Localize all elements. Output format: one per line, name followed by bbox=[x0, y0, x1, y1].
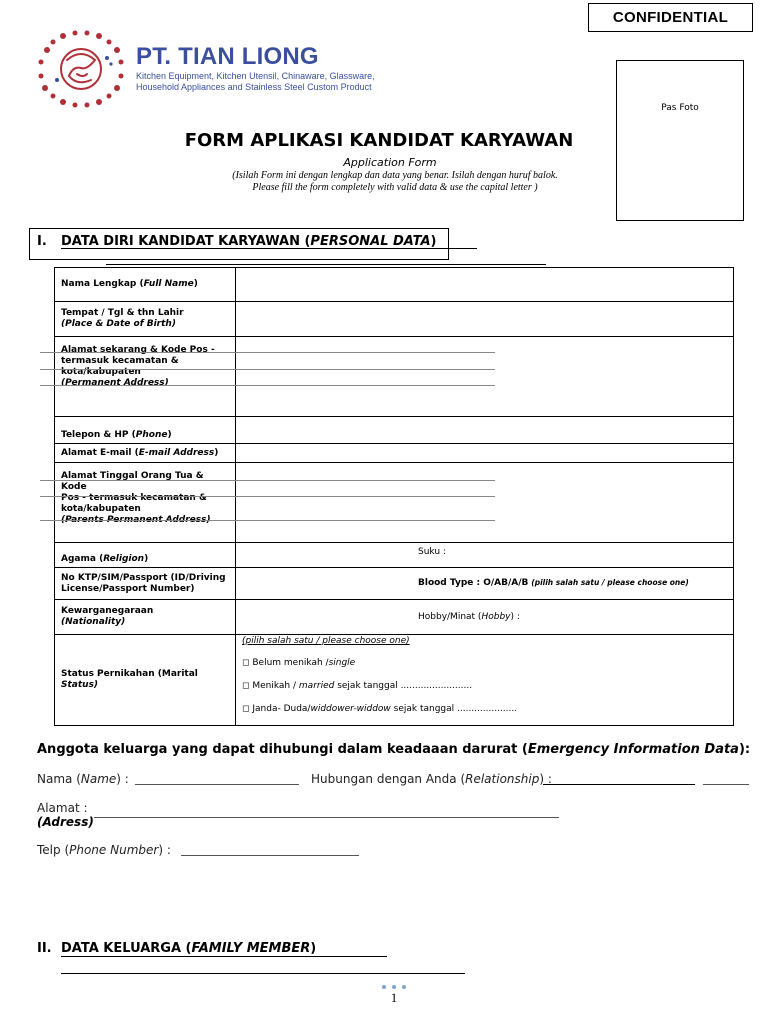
phone-label-en: Phone bbox=[135, 430, 168, 440]
page-number: 1 bbox=[390, 990, 398, 1005]
parents-label-line-1: Alamat Tinggal Orang Tua & Kode bbox=[61, 471, 204, 492]
table-row bbox=[55, 568, 734, 600]
religion-label-text: Agama ( bbox=[61, 554, 104, 564]
parents-guide-line bbox=[40, 520, 495, 521]
parents-address-label bbox=[55, 463, 236, 543]
birth-label bbox=[55, 302, 236, 337]
emergency-name-label-text: Nama ( bbox=[37, 772, 81, 786]
table-row bbox=[55, 302, 734, 337]
table-row bbox=[55, 635, 734, 726]
address-label-line-1: Alamat sekarang & Kode Pos - bbox=[61, 345, 215, 355]
emergency-address-field[interactable] bbox=[94, 817, 559, 818]
form-subtitle: Application Form bbox=[343, 156, 437, 169]
blood-type-field[interactable] bbox=[236, 568, 734, 600]
ethnic-field[interactable] bbox=[236, 543, 734, 568]
section-2-title-end: ) bbox=[310, 941, 317, 956]
checkbox-icon[interactable]: ◻ bbox=[242, 681, 250, 691]
full-name-label-text: Nama Lengkap ( bbox=[61, 279, 144, 289]
nationality-label bbox=[55, 600, 236, 635]
birth-field[interactable] bbox=[236, 302, 734, 337]
phone-label-end: ) bbox=[167, 430, 172, 440]
marital-label-line-1: Status Pernikahan (Marital bbox=[61, 669, 198, 679]
phone-label bbox=[55, 417, 236, 444]
hobby-field[interactable] bbox=[236, 600, 734, 635]
marital-option-married[interactable] bbox=[242, 681, 727, 692]
hobby-label-text: Hobby/Minat ( bbox=[418, 611, 482, 622]
emergency-heading-text: Anggota keluarga yang dapat dihubungi dalam keadaaan darurat ( bbox=[37, 742, 528, 757]
religion-label bbox=[55, 543, 236, 568]
company-name: PT. TIAN LIONG bbox=[136, 43, 319, 70]
full-name-label-end: ) bbox=[193, 279, 198, 289]
marital-status-options bbox=[236, 635, 734, 726]
parents-guide-line bbox=[40, 496, 495, 497]
email-label-en: E-mail Address bbox=[138, 447, 215, 458]
address-label-line-4: (Permanent Address) bbox=[61, 378, 169, 388]
full-name-label-en: Full Name bbox=[143, 279, 194, 289]
ethnic-label: Suku : bbox=[418, 547, 446, 557]
company-tagline-line-2: Household Appliances and Stainless Steel Custom Product bbox=[136, 82, 372, 92]
emergency-name-label-end: ) : bbox=[116, 772, 129, 786]
parents-label-line-4: (Parents Permanent Address) bbox=[61, 515, 211, 525]
marital-option-married-en: married bbox=[298, 681, 335, 691]
table-row bbox=[55, 600, 734, 635]
birth-label-line-1: Tempat / Tgl & thn Lahir bbox=[61, 308, 184, 318]
hobby-label-en: Hobby bbox=[481, 611, 511, 622]
emergency-phone-label-text: Telp ( bbox=[37, 843, 70, 857]
nationality-label-line-1: Kewarganegaraan bbox=[61, 606, 154, 616]
section-2-title-en: FAMILY MEMBER bbox=[191, 941, 311, 956]
id-number-label-line-1: No KTP/SIM/Passport (ID/Driving bbox=[61, 572, 226, 583]
emergency-phone-field[interactable] bbox=[181, 855, 359, 856]
nationality-label-line-2: (Nationality) bbox=[61, 617, 126, 627]
parents-label-line-3: kota/kabupaten bbox=[61, 504, 141, 514]
emergency-name-field[interactable] bbox=[135, 784, 299, 785]
table-row bbox=[55, 417, 734, 444]
marital-option-widowed-en: widdower-widdow bbox=[310, 704, 391, 714]
section-1-title-text: DATA DIRI KANDIDAT KARYAWAN ( bbox=[61, 234, 311, 249]
address-guide-line bbox=[40, 385, 495, 386]
full-name-label bbox=[55, 268, 236, 302]
religion-label-end: ) bbox=[144, 554, 149, 564]
section-1-underline bbox=[61, 248, 477, 249]
emergency-name-label bbox=[37, 772, 129, 786]
emergency-heading-end: ): bbox=[738, 742, 751, 757]
marital-note: (pilih salah satu / please choose one) bbox=[242, 636, 410, 646]
emergency-relationship-label-en: Relationship bbox=[465, 772, 540, 786]
table-row bbox=[55, 463, 734, 543]
checkbox-icon[interactable]: ◻ bbox=[242, 658, 250, 668]
instruction-english: Please fill the form completely with valid data & use the capital letter ) bbox=[252, 182, 538, 193]
email-label-text: Alamat E-mail ( bbox=[61, 447, 139, 458]
hobby-label-end: ) : bbox=[510, 611, 520, 622]
emergency-relationship-label-end: ) : bbox=[539, 772, 552, 786]
instruction-indonesian: (Isilah Form ini dengan lengkap dan data yang benar. Isilah dengan huruf balok. bbox=[232, 170, 558, 181]
section-2-underline bbox=[61, 956, 387, 957]
company-logo-icon bbox=[37, 30, 125, 108]
form-title-text: FORM APLIKASI KANDIDAT KARYAWAN bbox=[184, 130, 574, 151]
emergency-heading bbox=[37, 742, 750, 757]
marital-option-single[interactable] bbox=[242, 658, 727, 669]
address-guide-line bbox=[40, 352, 495, 353]
section-2-number: II. bbox=[37, 941, 52, 956]
emergency-heading-en: Emergency Information Data bbox=[527, 742, 739, 757]
marital-option-widowed[interactable] bbox=[242, 704, 727, 715]
email-field[interactable] bbox=[236, 444, 734, 463]
phone-label-text: Telepon & HP ( bbox=[61, 430, 136, 440]
id-number-label bbox=[55, 568, 236, 600]
table-row bbox=[55, 543, 734, 568]
marital-option-single-en: single bbox=[328, 658, 356, 668]
form-title bbox=[0, 130, 768, 151]
religion-label-en: Religion bbox=[103, 554, 145, 564]
checkbox-icon[interactable]: ◻ bbox=[242, 704, 250, 714]
emergency-address-en-label: (Adress) bbox=[37, 815, 94, 829]
emergency-phone-label bbox=[37, 843, 171, 857]
section-1-title-end: ) bbox=[430, 234, 437, 249]
section-2-rule bbox=[61, 973, 465, 974]
address-label bbox=[55, 337, 236, 417]
company-tagline bbox=[136, 71, 376, 93]
parents-label-line-2: Pos - termasuk kecamatan & bbox=[61, 493, 207, 503]
marital-option-widowed-text: Janda- Duda/ bbox=[252, 704, 311, 714]
address-guide-line bbox=[40, 369, 495, 370]
blood-type-note: (pilih salah satu / please choose one) bbox=[531, 578, 689, 587]
marital-option-married-text: Menikah / bbox=[252, 681, 299, 691]
blood-type-label: Blood Type : O/AB/A/B bbox=[418, 578, 529, 588]
table-row bbox=[55, 444, 734, 463]
table-row bbox=[55, 268, 734, 302]
marital-label-line-2: Status) bbox=[61, 680, 99, 690]
emergency-relationship-label-text: Hubungan dengan Anda ( bbox=[311, 772, 466, 786]
confidential-label: CONFIDENTIAL bbox=[588, 3, 753, 32]
phone-field[interactable] bbox=[236, 417, 734, 444]
emergency-phone-label-end: ) : bbox=[158, 843, 171, 857]
marital-option-single-text: Belum menikah / bbox=[252, 658, 329, 668]
section-2-title-text: DATA KELUARGA ( bbox=[61, 941, 192, 956]
id-number-label-line-2: License/Passport Number) bbox=[61, 583, 195, 594]
marital-status-label bbox=[55, 635, 236, 726]
birth-label-line-2: (Place & Date of Birth) bbox=[61, 319, 176, 329]
emergency-relationship-extra-line bbox=[703, 784, 749, 785]
marital-option-widowed-date: sejak tanggal ..................... bbox=[390, 704, 518, 714]
section-1-rule bbox=[106, 264, 546, 265]
section-1-title bbox=[61, 234, 437, 249]
marital-option-married-date: sejak tanggal ......................... bbox=[334, 681, 473, 691]
section-1-number: I. bbox=[37, 234, 47, 249]
email-label-end: ) bbox=[214, 447, 219, 458]
table-row bbox=[55, 337, 734, 417]
company-tagline-line-1: Kitchen Equipment, Kitchen Utensil, Chinaware, Glassware, bbox=[136, 71, 375, 81]
email-label bbox=[55, 444, 236, 463]
emergency-relationship-field[interactable] bbox=[543, 784, 695, 785]
section-2-title bbox=[61, 941, 316, 956]
emergency-name-label-en: Name bbox=[80, 772, 117, 786]
parents-guide-line bbox=[40, 480, 495, 481]
address-label-line-2: termasuk kecamatan & bbox=[61, 356, 179, 366]
emergency-relationship-label bbox=[311, 772, 552, 786]
photo-label: Pas Foto bbox=[661, 103, 699, 113]
section-1-title-en: PERSONAL DATA bbox=[310, 234, 431, 249]
parents-address-field[interactable] bbox=[236, 463, 734, 543]
emergency-address-label: Alamat : bbox=[37, 801, 88, 815]
emergency-phone-label-en: Phone Number bbox=[69, 843, 159, 857]
address-field[interactable] bbox=[236, 337, 734, 417]
full-name-field[interactable] bbox=[236, 268, 734, 302]
address-label-line-3: kota/kabupaten bbox=[61, 367, 141, 377]
